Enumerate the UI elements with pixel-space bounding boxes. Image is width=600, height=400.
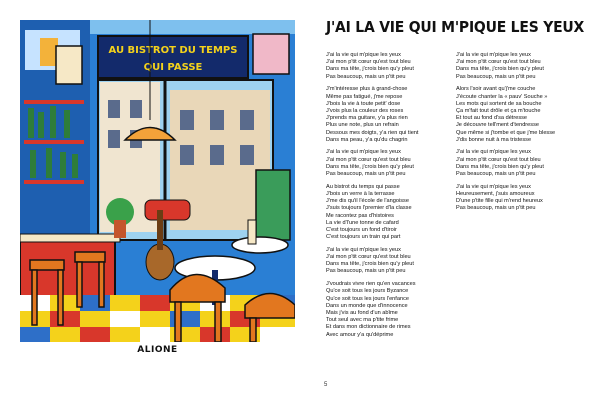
sign-line-1: AU BISTROT DU TEMPS xyxy=(108,45,238,56)
lyric-line: J'ai la vie qui m'pique les yeux xyxy=(456,183,531,190)
lyrics-stanza xyxy=(456,86,581,144)
lyric-line: Au bistrot du temps qui passe xyxy=(326,183,400,190)
lyric-line: Pas beaucoup, mais un p'tit peu xyxy=(456,171,536,178)
lyrics-stanza xyxy=(326,281,451,339)
lyric-line: Me racontez pas d'histoires xyxy=(326,212,394,219)
sign-line-2: QUI PASSE xyxy=(143,62,203,73)
lyric-line: J'prends ma guitare, y'a plus rien xyxy=(326,115,408,122)
lyric-line: Avec amour y'a qu'déprime xyxy=(326,331,394,338)
lyric-line: J'ai mon p'tit cœur qu'est tout bleu xyxy=(326,254,411,261)
lyric-line: Qu'ce soit tous les jours Byzance xyxy=(326,288,409,295)
lyric-line: J'ai mon p'tit cœur qu'est tout bleu xyxy=(326,156,411,163)
lyric-line: Alors l'soir avant qu'j'me couche xyxy=(456,86,536,93)
lyric-line: Que même si j'tombe et que j'me blesse xyxy=(456,129,556,136)
lyric-line: J'vois plus la couleur des roses xyxy=(326,107,404,114)
lyric-line: Mais j'vis au fond d'un abîme xyxy=(326,310,398,316)
lyric-line: Qu'ce soit tous les jours l'enfance xyxy=(326,295,409,302)
lyric-line: Dans un monde que d'innocence xyxy=(326,302,408,309)
lyrics-column-right xyxy=(456,52,581,218)
lyric-line: J'bois la vie à toute petit' dose xyxy=(326,100,401,107)
lyric-line: Plus une note, plus un refrain xyxy=(326,122,399,129)
lyric-line: Même pas fatigué, j'me repose xyxy=(326,93,403,100)
lyric-line: J'ai la vie qui m'pique les yeux xyxy=(326,52,401,58)
lyric-line: Heureusement, j'suis amoureux xyxy=(456,190,535,197)
lyric-line: Pas beaucoup, mais un p'tit peu xyxy=(456,205,536,212)
lyrics-stanza xyxy=(456,52,581,81)
lyric-line: J'ai la vie qui m'pique les yeux xyxy=(456,52,531,58)
lyric-line: J'bois un verre à la terrasse xyxy=(326,190,395,197)
lyric-line: J'ai la vie qui m'pique les yeux xyxy=(326,149,401,156)
lyric-line: Dessous mes doigts, y'a rien qui tient xyxy=(326,129,419,136)
lyrics-stanza xyxy=(326,86,451,144)
lyrics-stanza xyxy=(326,52,451,81)
bistro-painting xyxy=(20,20,295,342)
lyrics-stanza xyxy=(456,149,581,178)
lyric-line: Pas beaucoup, mais un p'tit peu xyxy=(456,73,536,80)
lyric-line: J'ai mon p'tit cœur qu'est tout bleu xyxy=(456,59,541,66)
lyric-line: Pas beaucoup, mais un p'tit peu xyxy=(326,73,406,80)
lyric-line: Dans ma tête, j'crois bien qu'y pleut xyxy=(326,66,414,73)
lyrics-column-left xyxy=(326,52,451,344)
lyric-line: J'écoute chanter la « pauv' Souche » xyxy=(456,93,548,100)
lyric-line: Je découvre tell'ment d'tendresse xyxy=(456,122,539,129)
lyric-line: Dans ma tête, j'crois bien qu'y pleut xyxy=(326,163,414,170)
lyrics-stanza xyxy=(326,184,451,242)
lyric-line: C'est toujours un train qui part xyxy=(326,234,401,241)
song-title: J'AI LA VIE QUI M'PIQUE LES YEUX xyxy=(326,18,585,36)
lyric-line: Pas beaucoup, mais un p'tit peu xyxy=(326,171,406,178)
lyric-line: J'ai mon p'tit cœur qu'est tout bleu xyxy=(456,156,541,163)
lyric-line: Dans ma tête, j'crois bien qu'y pleut xyxy=(456,163,544,170)
page-number: 5 xyxy=(324,382,328,388)
lyric-line: J'dis bonne nuit à ma tristesse xyxy=(456,136,532,143)
lyric-line: J'ai la vie qui m'pique les yeux xyxy=(326,246,401,253)
lyric-line: Dans ma tête, j'crois bien qu'y pleut xyxy=(326,261,414,268)
lyric-line: La vie d'l'une tonne de cafard xyxy=(326,219,399,226)
painting-caption: ALIONE xyxy=(137,345,178,355)
lyric-line: J'voudrais vivre rien qu'en vacances xyxy=(326,281,416,288)
lyric-line: J'suis toujours l'premier d'la classe xyxy=(326,205,412,212)
lyric-line: J'ai la vie qui m'pique les yeux xyxy=(456,149,531,156)
lyric-line: Dans ma peau, y'a qu'du chagrin xyxy=(326,136,408,143)
lyric-line: Et tout au fond d'sa détresse xyxy=(456,115,528,122)
lyric-line: Dans ma tête, j'crois bien qu'y pleut xyxy=(456,66,544,73)
lyric-line: J'me dis qu'il l'école de l'angoisse xyxy=(326,198,409,205)
lyric-line: Ça m'fait tout drôle et ça m'touche xyxy=(456,107,541,114)
lyric-line: Et dans mon dictionnaire de rimes xyxy=(326,324,411,331)
lyric-line: Tout seul avec ma p'tite frime xyxy=(326,317,399,324)
lyric-line: Les mots qui sortent de sa bouche xyxy=(456,100,542,107)
lyric-line: J'm'intéresse plus à grand-chose xyxy=(326,86,408,93)
lyric-line: J'ai mon p'tit cœur qu'est tout bleu xyxy=(326,59,411,66)
lyric-line: Pas beaucoup, mais un p'tit peu xyxy=(326,268,406,275)
lyrics-stanza xyxy=(456,184,581,213)
lyric-line: C'est toujours un fond d'tiroir xyxy=(326,226,397,233)
lyric-line: D'une p'tite fille qui m'rend heureux xyxy=(456,198,543,205)
lyrics-stanza xyxy=(326,149,451,178)
lyrics-stanza xyxy=(326,247,451,276)
